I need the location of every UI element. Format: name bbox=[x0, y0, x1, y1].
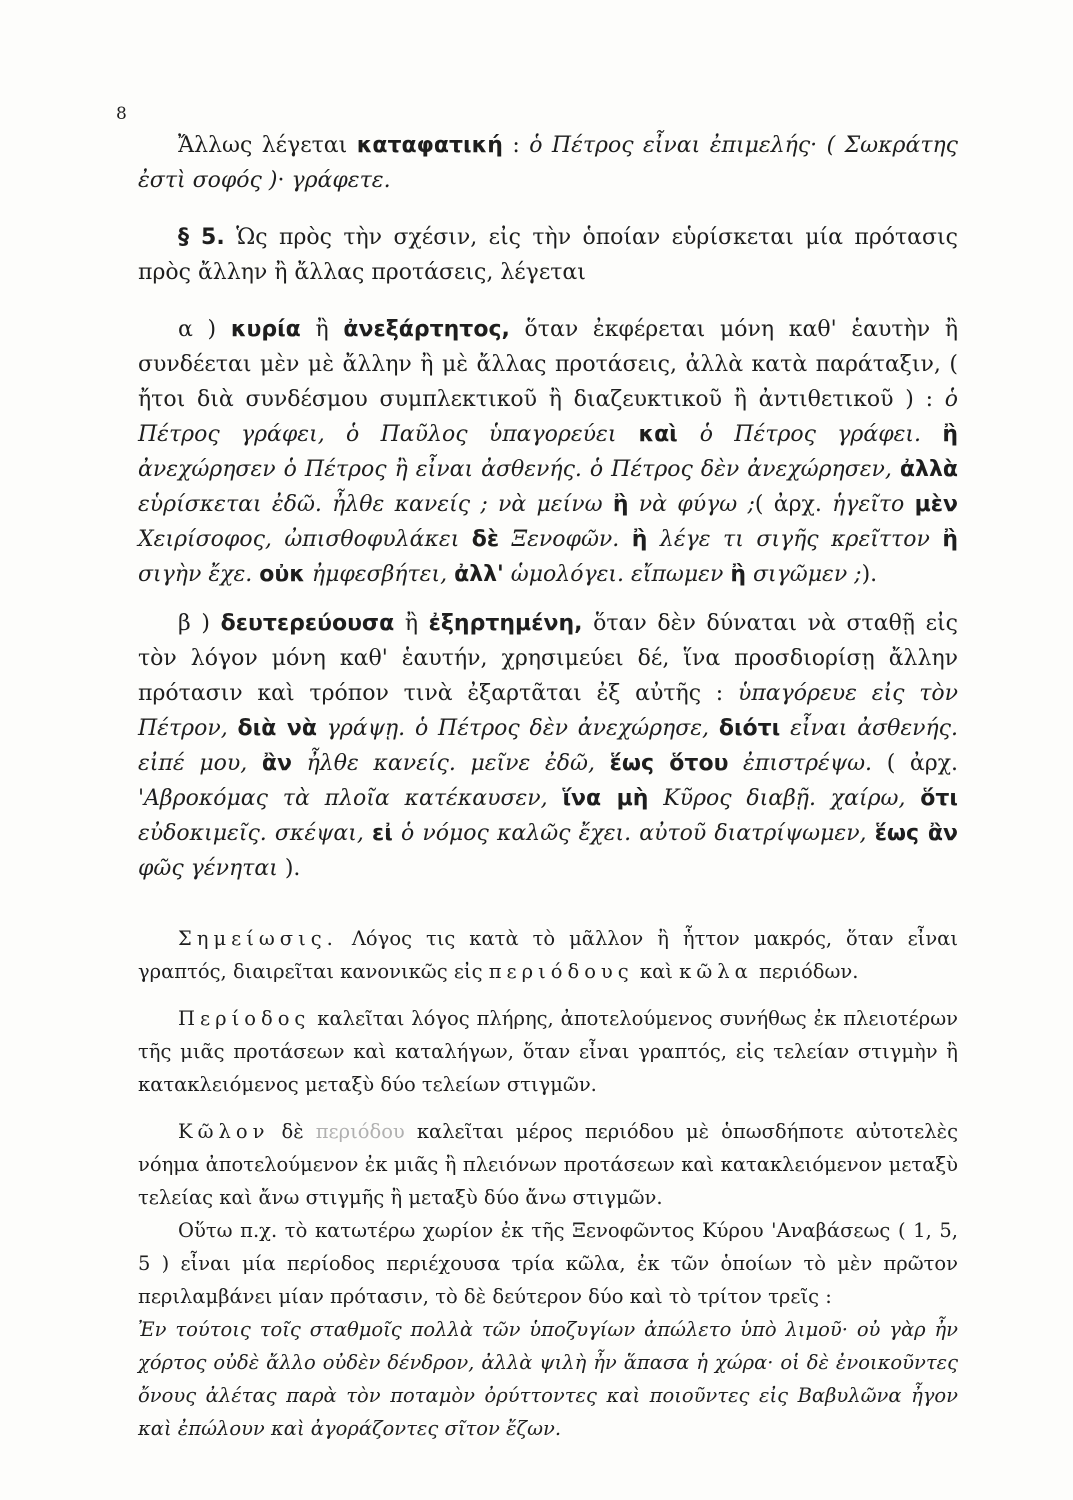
spaced-term: κῶλα bbox=[679, 960, 753, 983]
list-marker: β ) bbox=[178, 611, 221, 636]
example-text: γράφετε. bbox=[291, 168, 391, 193]
note-colon-definition bbox=[138, 1115, 958, 1214]
quote-text: Ἐν τούτοις τοῖς σταθμοῖς πολλὰ τῶν ὑποζυγίων ἀπώλετο ὑπὸ λιμοῦ· οὐ γὰρ ἦν χόρτος οὐδὲ ἄλλο οὐδὲν δένδρον, ἀλλὰ ψιλὴ ἦν ἅπασα ἡ χώρα· οἱ δὲ ἐνοικοῦντες ὄνους ἀλέτας παρὰ τὸν ποταμὸν ὀρύττοντες καὶ ποιοῦντες εἰς Βαβυλῶνα ἦγον καὶ ἐπώλουν καὶ ἀγοράζοντες σῖτον ἔζων. bbox=[138, 1318, 958, 1440]
bold-term: καταφατική bbox=[356, 133, 503, 158]
note-remark bbox=[138, 922, 958, 988]
text-run: ὅταν δὲν δύναται νὰ σταθῇ εἰς τὸν λόγον μόνη καθ' ἑαυτήν, χρησιμεύει δέ, ἵνα προσδιορίσῃ ἄλλην πρότασιν καὶ τρόπον τινὰ ἐξαρτᾶται ἐξ αὐτῆς : bbox=[138, 611, 958, 706]
bold-term: ἢ bbox=[942, 527, 958, 552]
bold-term: ἀλλ' bbox=[454, 562, 504, 587]
text-run: ( ἀρχ. bbox=[754, 492, 833, 517]
example-text: νὰ φύγω ; bbox=[628, 492, 755, 517]
bold-term: ἢ bbox=[612, 492, 629, 517]
paragraph-dependent-clause bbox=[138, 606, 958, 886]
example-text: ὁ Πέτρος εἶναι ἐπιμελής· ( Σωκράτης ἐστὶ σοφός ) bbox=[138, 133, 959, 193]
bold-term: ἢ bbox=[631, 527, 648, 552]
bold-term: ἐξηρτημένη, bbox=[428, 611, 583, 636]
bold-term: ἀνεξάρτητος, bbox=[343, 317, 510, 342]
text-run: καὶ bbox=[633, 960, 680, 983]
bold-term: ἀλλὰ bbox=[899, 457, 958, 482]
example-text: ἡγεῖτο bbox=[832, 492, 915, 517]
text-run: ). bbox=[277, 856, 301, 881]
example-text: ὁ Πέτρος γράφει, ὁ Παῦλος ὑπαγορεύει bbox=[138, 387, 958, 447]
text-run: ὅταν ἐκφέρεται μόνη καθ' ἑαυτὴν ἢ συνδέεται μὲν μὲ ἄλλην ἢ μὲ ἄλλας προτάσεις, ἀλλὰ κατὰ παράταξιν, ( ἤτοι διὰ συνδέσμου συμπλεκτικοῦ ἢ διαζευκτικοῦ ἢ ἀντιθετικοῦ ) : bbox=[138, 317, 958, 412]
example-text: εὑρίσκεται ἐδῶ. ἦλθε κανείς ; νὰ μείνω bbox=[138, 492, 613, 517]
bold-term: οὐκ bbox=[259, 562, 305, 587]
text-run: Λόγος τις κατὰ τὸ μᾶλλον ἢ ἧττον μακρός, ὅταν εἶναι γραπτός, διαιρεῖται κανονικῶς εἰς bbox=[138, 927, 958, 983]
example-text: ἀνεχώρησεν ὁ Πέτρος ἢ εἶναι ἀσθενής. ὁ Πέτρος δὲν ἀνεχώρησεν, bbox=[138, 457, 900, 482]
example-text: σιγὴν ἔχε. bbox=[138, 562, 260, 587]
text-run: Ἄλλως λέγεται bbox=[178, 133, 357, 158]
bold-term: δευτερεύουσα bbox=[220, 611, 395, 636]
example-text: ἦλθε κανείς. μεῖνε ἐδῶ, bbox=[291, 751, 610, 776]
example-text: εἶναι ἀσθενής. εἰπέ μου, bbox=[138, 716, 958, 776]
bold-term: ἢ bbox=[942, 422, 959, 447]
spaced-term: Περίοδος bbox=[178, 1007, 311, 1030]
bold-term: εἰ bbox=[372, 821, 393, 846]
note-example-intro bbox=[138, 1214, 958, 1313]
section-5-intro bbox=[138, 220, 958, 290]
faded-text: περιόδου bbox=[315, 1120, 405, 1143]
bold-term: ἕως ὅτου bbox=[609, 751, 729, 776]
note-period-definition bbox=[138, 1002, 958, 1101]
note-block bbox=[138, 922, 958, 1445]
example-text: 'Αβροκόμας τὰ πλοῖα κατέκαυσεν, bbox=[138, 786, 563, 811]
bold-term: δὲ bbox=[471, 527, 500, 552]
text-run: δὲ bbox=[269, 1120, 316, 1143]
text-run: · bbox=[277, 168, 292, 193]
bold-term: ἕως ἂν bbox=[874, 821, 958, 846]
example-text: Κῦρος διαβῇ. χαίρω, bbox=[648, 786, 921, 811]
example-text: φῶς γένηται bbox=[138, 856, 278, 881]
text-run: ἢ bbox=[300, 317, 344, 342]
text-run: Ὡς πρὸς τὴν σχέσιν, εἰς τὴν ὁποίαν εὑρίσκεται μία πρότασις πρὸς ἄλλην ἢ ἄλλας προτάσεις, λέγεται bbox=[138, 225, 958, 285]
example-text: εὐδοκιμεῖς. σκέψαι, bbox=[138, 821, 373, 846]
spaced-term: Κῶλον bbox=[178, 1120, 270, 1143]
example-text: ὁ Πέτρος γράφει. bbox=[699, 422, 943, 447]
example-text: ὡμολόγει. εἴπωμεν bbox=[503, 562, 731, 587]
page-number: 8 bbox=[116, 104, 127, 124]
text-run: καλεῖται λόγος πλήρης, ἀποτελούμενος συνήθως ἐκ πλειοτέρων τῆς μιᾶς προτάσεων καὶ καταλήγων, ὅταν εἶναι γραπτός, εἰς τελείαν στιγμὴν ἢ κατακλειόμενος μεταξὺ δύο τελείων στιγμῶν. bbox=[138, 1007, 958, 1096]
paragraph-affirmative bbox=[138, 128, 958, 198]
text-run: καλεῖται μέρος περιόδου μὲ ὁπωσδήποτε αὐτοτελὲς νόημα ἀποτελούμενον ἐκ μιᾶς ἢ πλειόνων προτάσεων καὶ κατακλειόμενον μεταξὺ τελείας καὶ ἄνω στιγμῆς ἢ μεταξὺ δύο ἄνω στιγμῶν. bbox=[138, 1120, 958, 1209]
text-run: ). bbox=[861, 562, 878, 587]
paragraph-main-clause bbox=[138, 312, 958, 592]
example-text: ἠμφεσβήτει, bbox=[304, 562, 455, 587]
text-run: Οὕτω π.χ. τὸ κατωτέρω χωρίον ἐκ τῆς Ξενοφῶντος Κύρου 'Αναβάσεως ( 1, 5, 5 ) εἶναι μία περίοδος περιέχουσα τρία κῶλα, ἐκ τῶν ὁποίων τὸ μὲν πρῶτον περιλαμβάνει μίαν πρότασιν, τὸ δὲ δεύτερον δύο καὶ τὸ τρίτον τρεῖς : bbox=[138, 1219, 958, 1308]
bold-term: διότι bbox=[718, 716, 781, 741]
bold-term: ἢ bbox=[730, 562, 746, 587]
text-run: ( ἀρχ. bbox=[872, 751, 959, 776]
spaced-term: περιόδους bbox=[488, 960, 634, 983]
text-run: περιόδων. bbox=[752, 960, 859, 983]
example-text: ὁ νόμος καλῶς ἔχει. αὐτοῦ διατρίψωμεν, bbox=[392, 821, 875, 846]
bold-term: ἂν bbox=[261, 751, 292, 776]
text-run: : bbox=[502, 133, 530, 158]
example-text: λέγε τι σιγῆς κρεῖττον bbox=[647, 527, 943, 552]
bold-term: καὶ bbox=[616, 422, 700, 447]
example-text: σιγῶμεν ; bbox=[745, 562, 862, 587]
example-text: Ξενοφῶν. bbox=[499, 527, 632, 552]
list-marker: α ) bbox=[178, 317, 231, 342]
bold-term: ὅτι bbox=[920, 786, 958, 811]
bold-term: διὰ νὰ bbox=[237, 716, 317, 741]
example-text: ἐπιστρέψω. bbox=[728, 751, 873, 776]
example-text: γράψῃ. ὁ Πέτρος δὲν ἀνεχώρησε, bbox=[316, 716, 719, 741]
spaced-term: Σημείωσις. bbox=[178, 927, 338, 950]
example-text: Χειρίσοφος, ὠπισθοφυλάκει bbox=[138, 527, 472, 552]
section-number: § 5. bbox=[178, 225, 225, 250]
bold-term: κυρία bbox=[230, 317, 301, 342]
page-body bbox=[138, 128, 958, 1445]
bold-term: μὲν bbox=[914, 492, 959, 517]
example-text: ὑπαγόρευε εἰς τὸν Πέτρον, bbox=[138, 681, 959, 741]
xenophon-quote bbox=[138, 1313, 958, 1445]
text-run: ἢ bbox=[394, 611, 429, 636]
bold-term: ἵνα μὴ bbox=[562, 786, 649, 811]
